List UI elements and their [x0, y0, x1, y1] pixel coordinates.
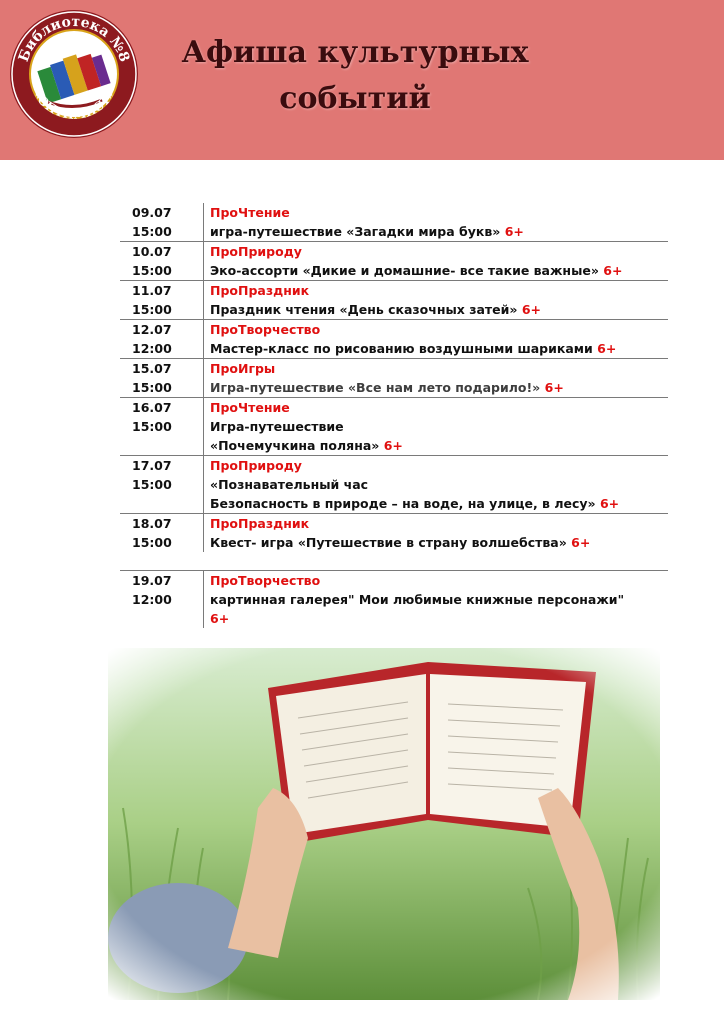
- event-description-text: Игра-путешествие: [210, 419, 344, 434]
- event-category: ПроПраздник: [210, 516, 310, 531]
- event-date: 19.07: [132, 573, 172, 588]
- event-category: ПроЧтение: [210, 400, 290, 415]
- event-description-text: игра-путешествие «Загадки мира букв»: [210, 224, 501, 239]
- event-description-text: Игра-путешествие «Все нам лето подарило!»: [210, 380, 541, 395]
- event-row: [120, 281, 668, 320]
- event-time: 15:00: [132, 535, 172, 550]
- event-date: 09.07: [132, 205, 172, 220]
- event-row: [120, 320, 668, 359]
- event-category: ПроТворчество: [210, 322, 321, 337]
- event-description: [210, 339, 668, 358]
- event-date: 17.07: [132, 458, 172, 473]
- event-description-text: Мастер-класс по рисованию воздушными шариками: [210, 341, 593, 356]
- event-description: [210, 590, 668, 609]
- event-description-text: «Познавательный час: [210, 477, 369, 492]
- hands-reading-book-in-grass: [108, 648, 660, 1000]
- event-date: 15.07: [132, 361, 172, 376]
- event-description-text: Безопасность в природе – на воде, на улице, в лесу»: [210, 496, 596, 511]
- event-description: [210, 378, 668, 397]
- header-banner: [0, 0, 724, 160]
- event-datetime: [120, 456, 204, 513]
- event-time: 15:00: [132, 224, 172, 239]
- age-rating: 6+: [504, 224, 524, 239]
- event-description: [210, 533, 668, 552]
- event-description-text: Эко-ассорти «Дикие и домашние- все такие важные»: [210, 263, 599, 278]
- event-description: [210, 417, 668, 436]
- event-time: 15:00: [132, 477, 172, 492]
- event-datetime: [120, 571, 204, 628]
- event-details: [204, 514, 668, 552]
- age-rating: 6+: [521, 302, 541, 317]
- logo-lettering: [8, 8, 140, 140]
- event-details: [204, 571, 668, 628]
- event-datetime: [120, 320, 204, 358]
- event-description: [210, 222, 668, 241]
- event-row: [120, 359, 668, 398]
- age-rating: 6+: [544, 380, 564, 395]
- event-description-text: Квест- игра «Путешествие в страну волшебства»: [210, 535, 567, 550]
- age-rating: 6+: [210, 611, 230, 626]
- event-row: [120, 242, 668, 281]
- event-time: 12:00: [132, 592, 172, 607]
- event-description-text: «Почемучкина поляна»: [210, 438, 380, 453]
- age-rating: 6+: [383, 438, 403, 453]
- event-datetime: [120, 514, 204, 552]
- event-date: 10.07: [132, 244, 172, 259]
- title-line-1: Афиша культурных: [181, 35, 529, 70]
- page-title: [160, 30, 550, 122]
- event-category: ПроПрироду: [210, 458, 302, 473]
- event-row: [120, 203, 668, 242]
- event-category: ПроТворчество: [210, 573, 321, 588]
- event-details: [204, 320, 668, 358]
- events-schedule: [120, 203, 668, 628]
- event-time: 15:00: [132, 263, 172, 278]
- event-description: [210, 300, 668, 319]
- event-time: 12:00: [132, 341, 172, 356]
- event-date: 18.07: [132, 516, 172, 531]
- event-details: [204, 456, 668, 513]
- event-date: 16.07: [132, 400, 172, 415]
- event-description: [210, 475, 668, 494]
- event-time: 15:00: [132, 419, 172, 434]
- event-date: 12.07: [132, 322, 172, 337]
- event-details: [204, 359, 668, 397]
- age-rating: 6+: [597, 341, 617, 356]
- age-rating: 6+: [599, 496, 620, 511]
- event-datetime: [120, 359, 204, 397]
- event-description-text: Праздник чтения «День сказочных затей»: [210, 302, 518, 317]
- event-datetime: [120, 203, 204, 241]
- event-row: [120, 398, 668, 456]
- event-time: 15:00: [132, 302, 172, 317]
- age-rating: 6+: [571, 535, 591, 550]
- event-row: [120, 571, 668, 628]
- event-time: 15:00: [132, 380, 172, 395]
- event-description: [210, 436, 668, 455]
- title-line-2: событий: [279, 81, 431, 116]
- event-category: ПроПраздник: [210, 283, 310, 298]
- event-description: [210, 261, 668, 280]
- svg-text:«ОПТИМИСТ»: «ОПТИМИСТ»: [30, 88, 118, 123]
- event-datetime: [120, 281, 204, 319]
- event-date: 11.07: [132, 283, 172, 298]
- event-datetime: [120, 398, 204, 455]
- event-datetime: [120, 242, 204, 280]
- event-row: [120, 514, 668, 571]
- svg-text:Библиотека №8: Библиотека №8: [15, 13, 133, 65]
- event-description-text: картинная галерея" Мои любимые книжные персонажи": [210, 592, 625, 607]
- event-details: [204, 242, 668, 280]
- event-details: [204, 281, 668, 319]
- event-details: [204, 398, 668, 455]
- age-rating: 6+: [603, 263, 623, 278]
- event-category: ПроПрироду: [210, 244, 302, 259]
- event-details: [204, 203, 668, 241]
- event-row: [120, 456, 668, 514]
- event-category: ПроЧтение: [210, 205, 290, 220]
- event-description: [210, 494, 668, 513]
- event-category: ПроИгры: [210, 361, 276, 376]
